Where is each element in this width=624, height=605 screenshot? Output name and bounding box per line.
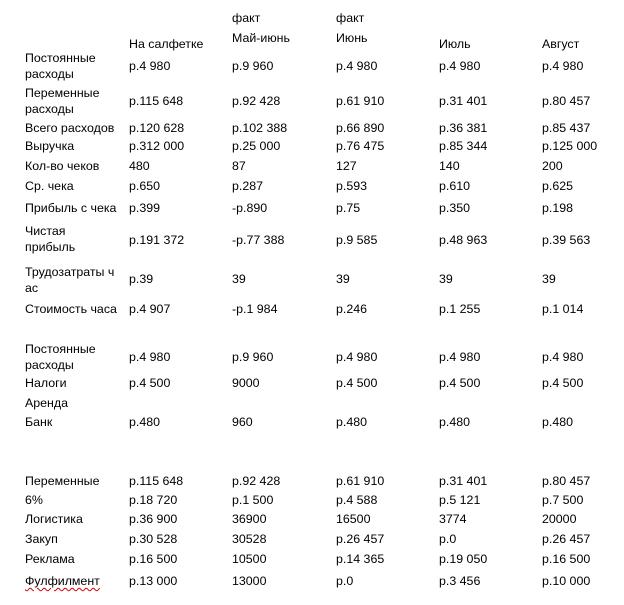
row-label: Постоянные расходы [25, 342, 96, 372]
cell-value: р.0 [439, 532, 457, 546]
cell-value: р.19 050 [439, 552, 488, 566]
row-label: Трудозатраты ч ас [25, 265, 115, 295]
cell-value: 39 [232, 272, 246, 286]
cell-value: р.4 980 [439, 350, 481, 364]
cell-value: р.350 [439, 201, 471, 215]
cell-value: р.4 980 [129, 350, 171, 364]
cell-value: р.115 648 [129, 474, 184, 488]
row-label: Постоянные расходы [25, 51, 96, 81]
row-label: Всего расходов [25, 121, 115, 135]
cell-value: 960 [232, 415, 253, 429]
cell-value: р.16 500 [542, 552, 591, 566]
cell-value: р.4 980 [439, 59, 481, 73]
cell-value: -р.890 [232, 201, 268, 215]
row-label: Прибыль с чека [25, 201, 117, 215]
cell-value: р.1 255 [439, 302, 481, 316]
cell-value: р.13 000 [129, 574, 178, 588]
cell-value: р.625 [542, 179, 574, 193]
cell-value: р.399 [129, 201, 161, 215]
cell-value: р.26 457 [336, 532, 385, 546]
cell-value: р.80 457 [542, 474, 591, 488]
cell-value: р.4 500 [542, 376, 584, 390]
row-label: Реклама [25, 552, 75, 566]
cell-value: р.92 428 [232, 474, 281, 488]
row-label-spellcheck [25, 573, 125, 589]
cell-value: р.4 500 [439, 376, 481, 390]
header-col-napkin: На салфетке [129, 37, 204, 51]
cell-value: р.650 [129, 179, 161, 193]
cell-value: р.0 [336, 574, 354, 588]
cell-value: р.5 121 [439, 493, 481, 507]
cell-value: р.246 [336, 302, 368, 316]
cell-value: р.4 588 [336, 493, 378, 507]
cell-value: р.102 388 [232, 121, 288, 135]
header-col-june: факт Июнь [336, 11, 368, 45]
cell-value: -р.1 984 [232, 302, 278, 316]
cell-value: р.480 [129, 415, 161, 429]
cell-value: р.4 980 [129, 59, 171, 73]
cell-value: 30528 [232, 532, 267, 546]
cell-value: р.4 500 [336, 376, 378, 390]
row-label: Переменные расходы [25, 86, 100, 116]
row-label: Кол-во чеков [25, 159, 100, 173]
header-col-august: Август [542, 37, 580, 51]
cell-value: р.4 980 [542, 350, 584, 364]
cell-value: 39 [336, 272, 350, 286]
cell-value: р.4 980 [336, 350, 378, 364]
cell-value: р.31 401 [439, 94, 488, 108]
cell-value: р.1 014 [542, 302, 584, 316]
row-label: Логистика [25, 512, 83, 526]
cell-value: 20000 [542, 512, 577, 526]
cell-value: р.7 500 [542, 493, 584, 507]
cell-value: р.66 890 [336, 121, 385, 135]
cell-value: р.61 910 [336, 94, 385, 108]
cell-value: р.287 [232, 179, 264, 193]
cell-value: р.39 563 [542, 233, 591, 247]
cell-value: р.36 381 [439, 121, 488, 135]
cell-value: р.85 437 [542, 121, 591, 135]
cell-value: 9000 [232, 376, 260, 390]
cell-value: 127 [336, 159, 357, 173]
cell-value: р.312 000 [129, 139, 185, 153]
cell-value: -р.77 388 [232, 233, 285, 247]
cell-value: 36900 [232, 512, 267, 526]
cell-value: р.120 628 [129, 121, 185, 135]
cell-value: р.16 500 [129, 552, 178, 566]
cell-value: р.75 [336, 201, 361, 215]
cell-value: 10500 [232, 552, 267, 566]
cell-value: 480 [129, 159, 150, 173]
cell-value: 87 [232, 159, 246, 173]
cell-value: р.3 456 [439, 574, 481, 588]
cell-value: 3774 [439, 512, 467, 526]
cell-value: р.610 [439, 179, 471, 193]
cell-value: р.10 000 [542, 574, 591, 588]
cell-value: р.480 [542, 415, 574, 429]
cell-value: р.31 401 [439, 474, 488, 488]
cell-value: р.4 907 [129, 302, 171, 316]
row-label: Аренда [25, 396, 69, 410]
header-col-may-june: факт Май-июнь [232, 11, 290, 45]
row-label: Ср. чека [25, 179, 74, 193]
cell-value: р.76 475 [336, 139, 385, 153]
cell-value: р.4 980 [336, 59, 378, 73]
cell-value: р.30 528 [129, 532, 178, 546]
cell-value: р.25 000 [232, 139, 281, 153]
row-label: Переменные [25, 474, 100, 488]
header-col-july: Июль [439, 37, 471, 51]
cell-value: р.480 [439, 415, 471, 429]
row-label: Фулфилмент [25, 574, 100, 588]
cell-value: р.48 963 [439, 233, 488, 247]
row-label: Закуп [25, 532, 58, 546]
cell-value: 16500 [336, 512, 371, 526]
row-label: Выручка [25, 139, 75, 153]
cell-value: 39 [542, 272, 556, 286]
cell-value: 140 [439, 159, 460, 173]
cell-value: р.191 372 [129, 233, 185, 247]
cell-value: р.4 500 [129, 376, 171, 390]
cell-value: р.61 910 [336, 474, 385, 488]
cell-value: р.198 [542, 201, 574, 215]
row-label: Чистая прибыль [25, 224, 76, 254]
cell-value: р.125 000 [542, 139, 598, 153]
cell-value: р.9 585 [336, 233, 378, 247]
cell-value: р.14 365 [336, 552, 385, 566]
cell-value: р.9 960 [232, 59, 274, 73]
row-label: 6% [25, 493, 43, 507]
cell-value: р.115 648 [129, 94, 184, 108]
row-label: Банк [25, 415, 53, 429]
cell-value: р.80 457 [542, 94, 591, 108]
cell-value: р.18 720 [129, 493, 178, 507]
row-label: Стоимость часа [25, 302, 117, 316]
cell-value: р.26 457 [542, 532, 591, 546]
cell-value: 13000 [232, 574, 267, 588]
row-label: Налоги [25, 376, 67, 390]
cell-value: р.39 [129, 272, 154, 286]
cell-value: р.4 980 [542, 59, 584, 73]
cell-value: 39 [439, 272, 453, 286]
cell-value: р.9 960 [232, 350, 274, 364]
cell-value: р.480 [336, 415, 368, 429]
cell-value: р.36 900 [129, 512, 178, 526]
cell-value: р.1 500 [232, 493, 274, 507]
cell-value: р.593 [336, 179, 368, 193]
cell-value: р.85 344 [439, 139, 488, 153]
cell-value: р.92 428 [232, 94, 281, 108]
cell-value: 200 [542, 159, 563, 173]
